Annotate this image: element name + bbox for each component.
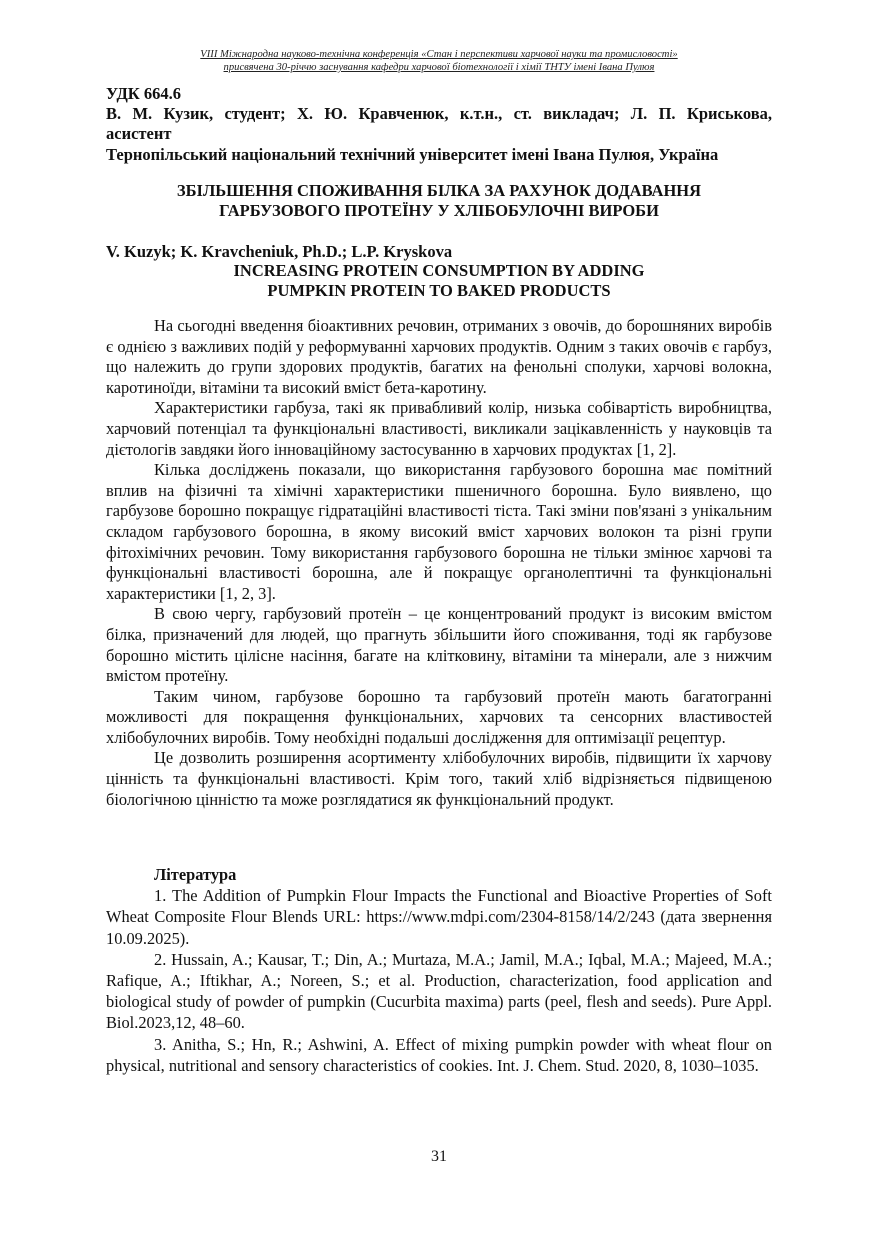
authors-ukrainian-line-2: асистент xyxy=(106,124,172,143)
references-heading: Література xyxy=(154,865,237,884)
conference-header-line-2: присвячена 30-річчю заснування кафедри харчової біотехнології і хімії ТНТУ імені Івана Пулюя xyxy=(223,62,655,73)
affiliation: Тернопільський національний технічний університет імені Івана Пулюя, Україна xyxy=(106,145,719,164)
page-number: 31 xyxy=(431,1148,447,1165)
references-section xyxy=(106,864,772,1076)
authors-ukrainian-line-1: В. М. Кузик, студент; Х. Ю. Кравченюк, к.т.н., ст. викладач; Л. П. Криськова, xyxy=(106,104,772,123)
title-english-line-1: INCREASING PROTEIN CONSUMPTION BY ADDING xyxy=(233,261,645,280)
paragraph: Це дозволить розширення асортименту хлібобулочних виробів, підвищити їх харчову цінність та функціональні властивості. Крім того, такий хліб відрізняється підвищеною біологічною цінністю та може розглядатися як функціональний продукт. xyxy=(106,748,772,809)
conference-header xyxy=(106,48,772,74)
body-text xyxy=(106,316,772,810)
reference-item: 3. Anitha, S.; Hn, R.; Ashwini, A. Effect of mixing pumpkin powder with wheat flour on physical, nutritional and sensory characteristics of cookies. Int. J. Chem. Stud. 2020, 8, 1030–1035. xyxy=(106,1034,772,1075)
paragraph: На сьогодні введення біоактивних речовин, отриманих з овочів, до борошняних виробів є однією з важливих подій у реформуванні харчових продуктів. Одним з таких овочів є гарбуз, що належить до групи здорових продуктів, багатих на фенольні сполуки, харчові волокна, каротиноїди, вітаміни та високий вміст бета-каротину. xyxy=(106,316,772,397)
reference-item: 1. The Addition of Pumpkin Flour Impacts the Functional and Bioactive Properties of Soft Wheat Composite Flour Blends URL: https://www.mdpi.com/2304-8158/14/2/243 (дата звернення 10.09.2025). xyxy=(106,886,772,948)
title-ukrainian-line-1: ЗБІЛЬШЕННЯ СПОЖИВАННЯ БІЛКА ЗА РАХУНОК ДОДАВАННЯ xyxy=(176,181,702,200)
authors-english: V. Kuzyk; K. Kravcheniuk, Ph.D.; L.P. Kryskova xyxy=(106,242,453,261)
title-english-line-2: PUMPKIN PROTEIN TO BAKED PRODUCTS xyxy=(267,281,611,300)
conference-header-line-1: VIII Міжнародна науково-технічна конференція «Стан і перспективи харчової науки та промисловості» xyxy=(200,49,678,60)
paragraph: Характеристики гарбуза, такі як привабливий колір, низька собівартість виробництва, харчовий потенціал та функціональні властивості, викликали зацікавленність у науковців та дієтологів завдяки його інноваційному застосуванню в харчових продуктах [1, 2]. xyxy=(106,398,772,459)
paragraph: Кілька досліджень показали, що використання гарбузового борошна має помітний вплив на фізичні та хімічні характеристики пшеничного борошна. Було виявлено, що гарбузове борошно покращує гідратаційні властивості тіста. Такі зміни пов'язані з унікальним складом гарбузового борошна, в якому високий вміст харчових волокон та різні групи фітохімічних речовин. Тому використання гарбузового борошна не тільки змінює харчові та функціональні властивості борошна, але й покращує органолептичні та функціональні характеристики [1, 2, 3]. xyxy=(106,460,772,603)
paragraph: В свою чергу, гарбузовий протеїн – це концентрований продукт із високим вмістом білка, призначений для людей, що прагнуть збільшити його споживання, тоді як гарбузове борошно містить цілісне насіння, багате на клітковину, вітаміни та мінерали, але з нижчим вмістом протеїну. xyxy=(106,604,772,686)
paragraph: Таким чином, гарбузове борошно та гарбузовий протеїн мають багатогранні можливості для покращення функціональних, харчових та сенсорних властивостей хлібобулочних виробів. Тому необхідні подальші дослідження для оптимізації рецептур. xyxy=(106,686,772,747)
title-ukrainian-line-2: ГАРБУЗОВОГО ПРОТЕЇНУ У ХЛІБОБУЛОЧНІ ВИРОБИ xyxy=(219,201,659,220)
udk-code: УДК 664.6 xyxy=(106,84,182,103)
title-ukrainian xyxy=(106,181,772,221)
reference-item: 2. Hussain, A.; Kausar, T.; Din, A.; Murtaza, M.A.; Jamil, M.A.; Iqbal, M.A.; Majeed, M.A.; Rafique, A.; Iftikhar, A.; Noreen, S.; et al. Production, characterization, food application and biological study of powder of pumpkin (Cucurbita maxima) parts (peel, flesh and seeds). Pure Appl. Biol.2023,12, 48–60. xyxy=(106,949,772,1033)
authors-ukrainian xyxy=(106,104,772,144)
title-english xyxy=(106,261,772,301)
